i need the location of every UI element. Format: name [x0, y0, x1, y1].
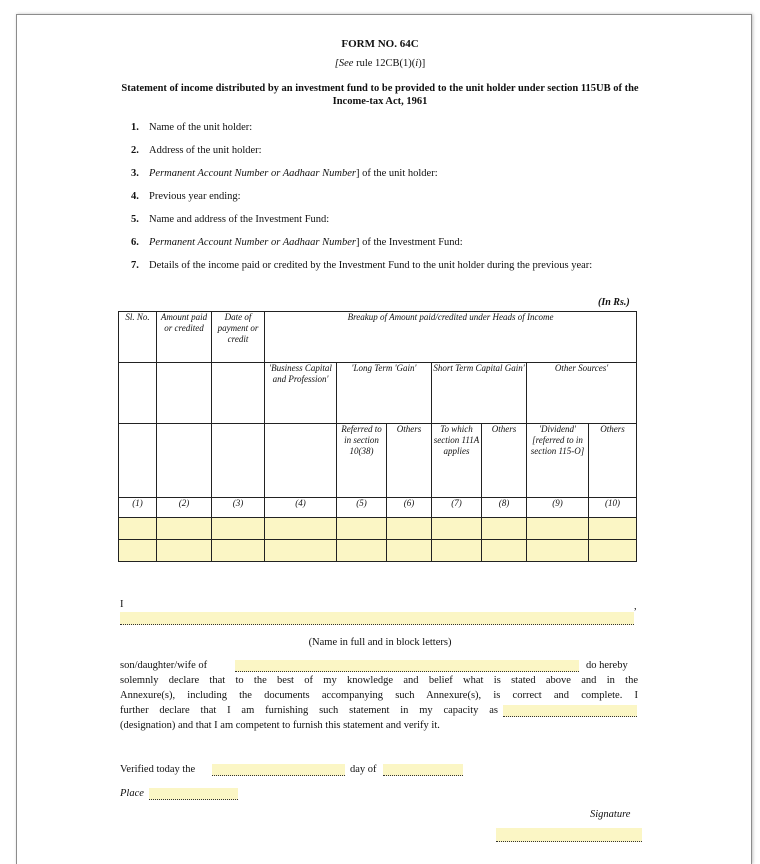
name-input-field[interactable] [120, 612, 634, 625]
header-sl-no: Sl. No. [119, 312, 157, 363]
header-111a: To which section 111A applies [432, 424, 482, 498]
income-table [118, 311, 637, 562]
day-of-label: day of [350, 764, 377, 775]
rule-text: rule 12CB(1)( [353, 58, 416, 69]
place-label: Place [120, 788, 144, 799]
currency-unit: (In Rs.) [598, 297, 630, 308]
col-number: (5) [337, 498, 387, 518]
header-other-sources: Other Sources' [527, 363, 637, 424]
do-hereby-text: do hereby [586, 660, 628, 671]
col-number: (10) [589, 498, 637, 518]
col-number: (3) [212, 498, 265, 518]
signature-label: Signature [590, 809, 631, 820]
col-number: (4) [265, 498, 337, 518]
header-amount: Amount paid or credited [157, 312, 212, 363]
header-others-ltcg: Others [387, 424, 432, 498]
son-of-label: son/daughter/wife of [120, 660, 208, 671]
name-caption: (Name in full and in block letters) [308, 637, 452, 648]
place-field[interactable] [149, 788, 238, 800]
declaration-line-4: further declare that I am furnishing such statement in my capacity as [120, 705, 498, 716]
col-number: (6) [387, 498, 432, 518]
rule-suffix: )] [418, 58, 426, 69]
header-dividend: 'Dividend' [referred to in section 115-O] [527, 424, 589, 498]
declaration-line-2: solemnly declare that to the best of my knowledge and belief what is stated above and in the [120, 675, 638, 686]
rule-prefix: [See [334, 58, 354, 69]
col-number: (1) [119, 498, 157, 518]
month-field[interactable] [383, 764, 463, 776]
header-breakup: Breakup of Amount paid/credited under Heads of Income [265, 312, 637, 363]
parent-name-field[interactable] [235, 660, 579, 672]
verified-label: Verified today the [120, 764, 196, 775]
col-number: (8) [482, 498, 527, 518]
form-title: FORM NO. 64C [341, 38, 419, 50]
header-business: 'Business Capital and Profession' [265, 363, 337, 424]
header-ltcg: 'Long Term 'Gain' [337, 363, 432, 424]
header-referred-10-38: Referred to in section 10(38) [337, 424, 387, 498]
table-row-entry-1 [119, 518, 637, 540]
designation-field[interactable] [503, 705, 637, 717]
col-number: (2) [157, 498, 212, 518]
header-stcg: Short Term Capital Gain' [432, 363, 527, 424]
table-row-entry-2 [119, 540, 637, 562]
col-number: (9) [527, 498, 589, 518]
rule-reference [0, 58, 760, 69]
header-others-other: Others [589, 424, 637, 498]
declaration-i: I [120, 599, 124, 610]
header-others-stcg: Others [482, 424, 527, 498]
header-date: Date of payment or credit [212, 312, 265, 363]
signature-field[interactable] [496, 828, 642, 842]
rule-i: i [415, 58, 419, 69]
declaration-comma: , [634, 601, 637, 612]
col-number: (7) [432, 498, 482, 518]
declaration-line-5: (designation) and that I am competent to furnish this statement and verify it. [120, 720, 440, 731]
declaration-line-3: Annexure(s), including the documents accompanying such Annexure(s), is correct and complete. I [120, 690, 638, 701]
statement-heading: Statement of income distributed by an investment fund to be provided to the unit holder under section 115UB of the Income-tax Act, 1961 [121, 83, 639, 107]
verified-date-field[interactable] [212, 764, 345, 776]
